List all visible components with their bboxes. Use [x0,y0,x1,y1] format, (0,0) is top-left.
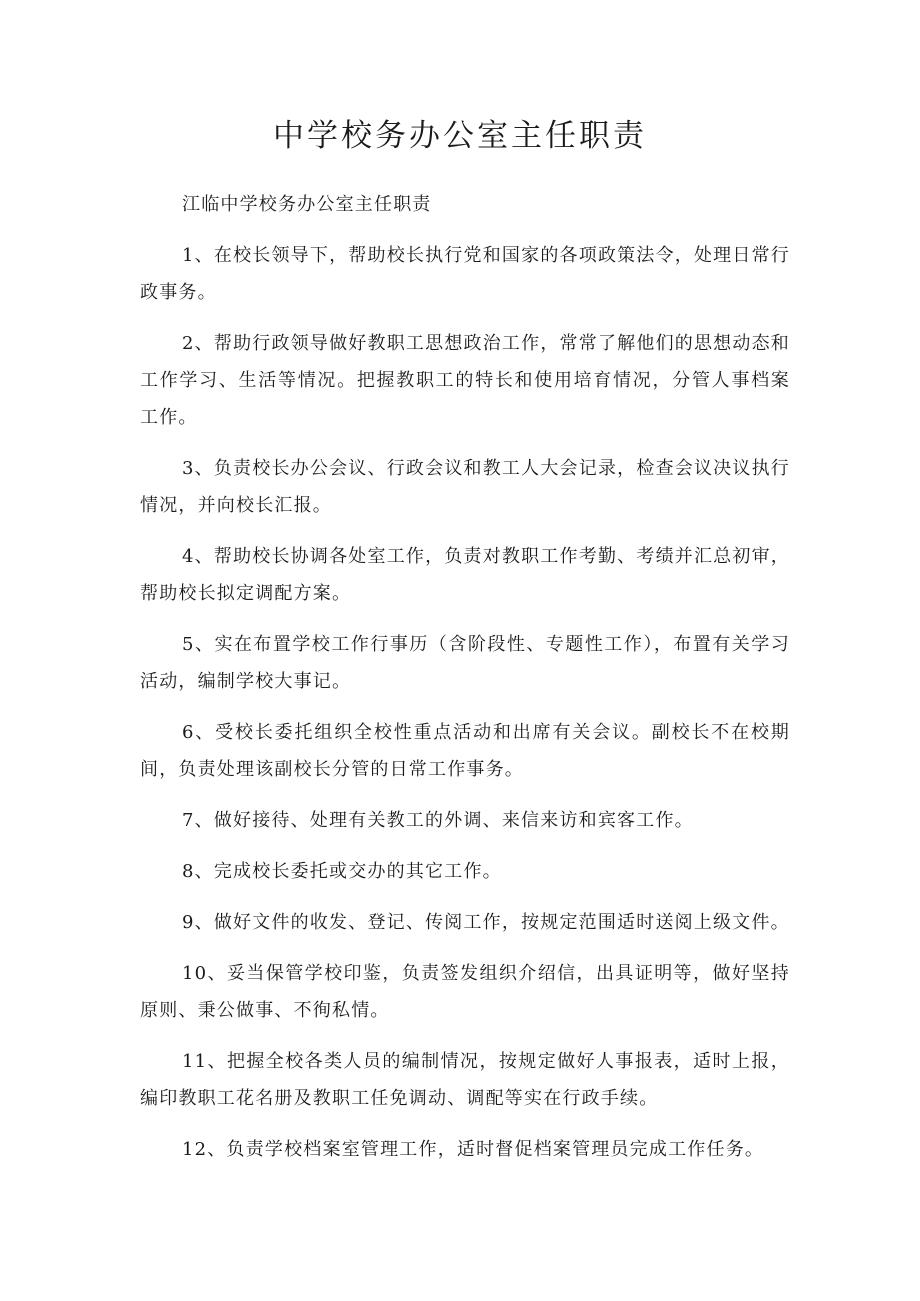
document-body [140,186,790,1182]
document-subtitle: 江临中学校务办公室主任职责 [182,194,432,215]
duty-item-8: 8、完成校长委托或交办的其它工作。 [182,861,502,882]
duty-item-4: 4、帮助校长协调各处室工作，负责对教职工作考勤、考绩并汇总初审，帮助校长拟定调配方案。 [140,546,790,604]
document-title: 中学校务办公室主任职责 [273,118,647,154]
duty-item-7: 7、做好接待、处理有关教工的外调、来信来访和宾客工作。 [182,810,694,831]
duty-item-5: 5、实在布置学校工作行事历（含阶段性、专题性工作），布置有关学习活动，编制学校大事记。 [140,634,790,692]
duty-item-10: 10、妥当保管学校印鉴，负责签发组织介绍信，出具证明等，做好坚持原则、秉公做事、不徇私情。 [140,963,790,1021]
duty-item-1: 1、在校长领导下，帮助校长执行党和国家的各项政策法令，处理日常行政事务。 [140,245,790,303]
duty-item-12: 12、负责学校档案室管理工作，适时督促档案管理员完成工作任务。 [182,1139,765,1160]
duty-item-3: 3、负责校长办公会议、行政会议和教工人大会记录，检查会议决议执行情况，并向校长汇报。 [140,458,790,516]
duty-item-2: 2、帮助行政领导做好教职工思想政治工作，常常了解他们的思想动态和工作学习、生活等情况。把握教职工的特长和使用培育情况，分管人事档案工作。 [140,333,790,428]
duty-item-6: 6、受校长委托组织全校性重点活动和出席有关会议。副校长不在校期间，负责处理该副校长分管的日常工作事务。 [140,722,790,780]
duty-item-11: 11、把握全校各类人员的编制情况，按规定做好人事报表，适时上报，编印教职工花名册及教职工任免调动、调配等实在行政手续。 [140,1051,790,1109]
duty-item-9: 9、做好文件的收发、登记、传阅工作，按规定范围适时送阅上级文件。 [182,912,790,933]
